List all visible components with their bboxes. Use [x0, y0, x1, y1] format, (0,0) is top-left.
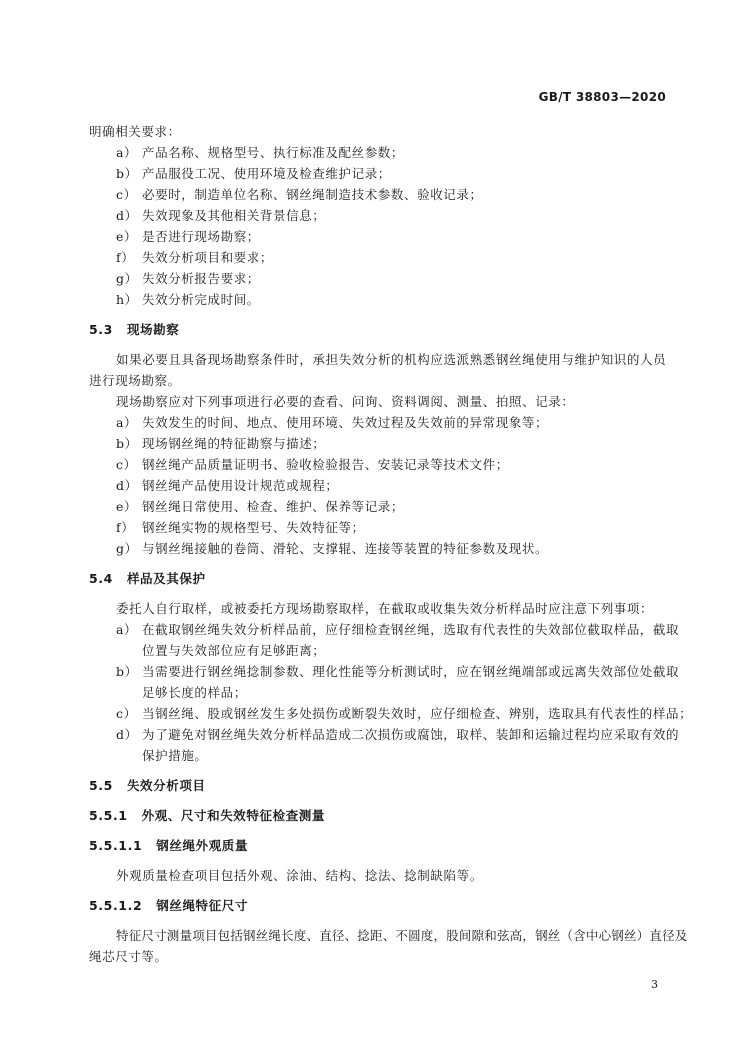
paragraph: 如果必要且具备现场勘察条件时，承担失效分析的机构应选派熟悉钢丝绳使用与维护知识的人员 [116, 352, 667, 367]
standard-code: GB/T 38803—2020 [538, 90, 666, 104]
paragraph: 特征尺寸测量项目包括钢丝绳长度、直径、捻距、不圆度，股间隙和弦高，钢丝（含中心钢丝）直径及 [116, 928, 688, 943]
intro-text: 明确相关要求： [89, 124, 181, 139]
paragraph: 进行现场勘察。 [89, 373, 181, 388]
paragraph: 委托人自行取样，或被委托方现场勘察取样，在截取或收集失效分析样品时应注意下列事项： [116, 601, 654, 616]
section-heading-5-5-1: 5.5.1 外观、尺寸和失效特征检查测量 [89, 808, 325, 823]
section-heading-5-4: 5.4 样品及其保护 [89, 571, 206, 586]
section-heading-5-5-1-1: 5.5.1.1 钢丝绳外观质量 [89, 838, 248, 853]
paragraph: 现场勘察应对下列事项进行必要的查看、问询、资料调阅、测量、拍照、记录： [116, 394, 575, 409]
section-heading-5-5: 5.5 失效分析项目 [89, 778, 206, 793]
section-heading-5-3: 5.3 现场勘察 [89, 322, 180, 337]
page-number: 3 [651, 978, 658, 991]
paragraph: 外观质量检查项目包括外观、涂油、结构、捻法、捻制缺陷等。 [116, 868, 483, 883]
section-heading-5-5-1-2: 5.5.1.2 钢丝绳特征尺寸 [89, 898, 248, 913]
paragraph: 绳芯尺寸等。 [89, 949, 168, 964]
